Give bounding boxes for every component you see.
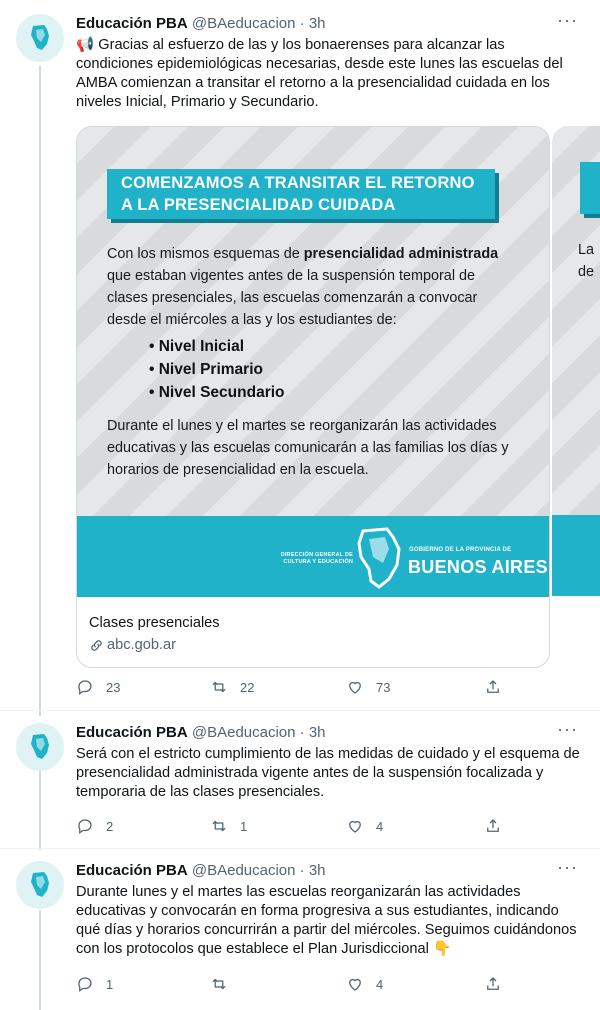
card-banner xyxy=(107,169,495,219)
link-icon xyxy=(89,638,104,653)
like-button[interactable] xyxy=(346,975,383,993)
next-card-peek[interactable] xyxy=(552,126,600,596)
banner-line-1: COMENZAMOS A TRANSITAR EL RETORNO xyxy=(121,174,475,192)
province-map-icon xyxy=(16,861,64,909)
reply-icon xyxy=(76,678,94,696)
heart-icon xyxy=(346,678,364,696)
like-count: 4 xyxy=(376,818,384,834)
next-card-band xyxy=(552,515,600,596)
card-title[interactable]: Clases presenciales xyxy=(89,615,220,631)
share-button[interactable] xyxy=(484,975,514,993)
heart-icon xyxy=(346,817,364,835)
retweet-count: 1 xyxy=(240,818,248,834)
logo-left-line-2: CULTURA Y EDUCACIÓN xyxy=(283,559,353,565)
tweet-header xyxy=(76,861,560,881)
tweet[interactable] xyxy=(0,10,600,714)
tweet-text xyxy=(76,883,584,959)
reply-count: 2 xyxy=(106,818,114,834)
next-card-line-2: de xyxy=(578,264,595,280)
timestamp[interactable]: 3h xyxy=(308,862,326,879)
reply-icon xyxy=(76,817,94,835)
banner-line-2: A LA PRESENCIALIDAD CUIDADA xyxy=(121,196,396,214)
gobierno-logo-caption: GOBIERNO DE LA PROVINCIA DE xyxy=(409,547,512,553)
logo-left-line-1: DIRECCIÓN GENERAL DE xyxy=(280,552,353,558)
tweet[interactable] xyxy=(0,857,600,1001)
timestamp[interactable]: 3h xyxy=(308,724,326,741)
para1-text-b: que estaban vigentes antes de la suspensión temporal de clases presenciales, las escuelas comenzarán a convocar desde el miércoles a las y los estudiantes de: xyxy=(107,268,478,328)
tweet[interactable] xyxy=(0,719,600,843)
next-card-text xyxy=(578,239,594,283)
next-card-line-1: La xyxy=(578,242,595,258)
reply-count: 23 xyxy=(106,679,121,695)
author-handle[interactable]: @BAeducacion xyxy=(191,15,296,32)
separator-dot: · xyxy=(299,862,305,879)
buenos-aires-logo-text: BUENOS AIRES xyxy=(408,557,548,577)
card-url-text: abc.gob.ar xyxy=(107,637,176,653)
heart-icon xyxy=(346,975,364,993)
retweet-icon xyxy=(210,678,228,696)
more-options-icon[interactable]: ··· xyxy=(557,719,578,739)
share-icon xyxy=(484,678,502,696)
reply-count: 1 xyxy=(106,976,114,992)
megaphone-emoji: 📢 xyxy=(76,37,95,53)
card-image xyxy=(77,127,549,597)
card-paragraph-2: Durante el lunes y el martes se reorganizarán las actividades educativas y las escuelas comunicarán a las familias los días y horarios de presencialidad en la escuela. xyxy=(107,418,509,478)
tweet-text xyxy=(76,36,584,112)
separator-dot: · xyxy=(299,724,305,741)
retweet-icon xyxy=(210,817,228,835)
share-icon xyxy=(484,975,502,993)
retweet-icon xyxy=(210,975,228,993)
list-item: • Nivel Primario xyxy=(149,358,285,381)
author-name[interactable]: Educación PBA xyxy=(76,15,188,32)
tweet-header xyxy=(76,14,560,34)
list-item: • Nivel Secundario xyxy=(149,381,285,404)
tweet-text: Será con el estricto cumplimiento de las medidas de cuidado y el esquema de presencialidad administrada vigente antes de la suspensión focalizada y temporaria de las clases presenciales. xyxy=(76,746,580,800)
link-card[interactable] xyxy=(76,126,550,668)
tweet-body: Durante lunes y el martes las escuelas reorganizarán las actividades educativas y convocarán en forma progresiva a sus estudiantes, indicando qué días y horarios concurrirán a partir del miércoles. Seguimos cuidándonos con los protocolos que establece el Plan Jurisdiccional xyxy=(76,884,577,957)
retweet-button[interactable] xyxy=(210,817,247,835)
next-card-image xyxy=(552,126,600,596)
tweet-actions xyxy=(76,678,506,698)
retweet-button[interactable] xyxy=(210,678,254,696)
tweet-actions xyxy=(76,975,506,995)
level-list xyxy=(149,335,285,404)
tweet-header xyxy=(76,723,560,743)
card-paragraph-1 xyxy=(107,243,517,331)
more-options-icon[interactable]: ··· xyxy=(557,857,578,877)
like-count: 73 xyxy=(376,679,391,695)
reply-icon xyxy=(76,975,94,993)
author-handle[interactable]: @BAeducacion xyxy=(191,862,296,879)
like-button[interactable] xyxy=(346,678,390,696)
pointing-down-emoji: 👇 xyxy=(432,941,452,957)
like-button[interactable] xyxy=(346,817,383,835)
reply-button[interactable] xyxy=(76,817,113,835)
province-map-icon xyxy=(357,527,403,589)
card-url[interactable] xyxy=(89,637,176,653)
share-icon xyxy=(484,817,502,835)
para1-text-a: Con los mismos esquemas de xyxy=(107,246,304,262)
avatar[interactable] xyxy=(16,861,64,909)
divider xyxy=(0,710,600,711)
retweet-count: 22 xyxy=(240,679,255,695)
retweet-button[interactable] xyxy=(210,975,240,993)
province-map-icon xyxy=(16,723,64,771)
divider xyxy=(0,848,600,849)
next-card-banner xyxy=(580,162,600,214)
list-item: • Nivel Inicial xyxy=(149,335,285,358)
timestamp[interactable]: 3h xyxy=(308,15,326,32)
separator-dot: · xyxy=(299,15,305,32)
avatar[interactable] xyxy=(16,14,64,62)
avatar[interactable] xyxy=(16,723,64,771)
author-handle[interactable]: @BAeducacion xyxy=(191,724,296,741)
tweet-body: Gracias al esfuerzo de las y los bonaerenses para alcanzar las condiciones epidemiológicas necesarias, desde este lunes las escuelas del AMBA comienzan a transitar el retorno a la presencialidad cuidada en los niveles Inicial, Primario y Secundario. xyxy=(76,37,563,110)
reply-button[interactable] xyxy=(76,975,113,993)
author-name[interactable]: Educación PBA xyxy=(76,724,188,741)
more-options-icon[interactable]: ··· xyxy=(557,10,578,30)
dgcye-logo-text xyxy=(269,552,353,566)
reply-button[interactable] xyxy=(76,678,120,696)
like-count: 4 xyxy=(376,976,384,992)
author-name[interactable]: Educación PBA xyxy=(76,862,188,879)
share-button[interactable] xyxy=(484,678,514,696)
tweet-actions xyxy=(76,817,506,837)
share-button[interactable] xyxy=(484,817,514,835)
para1-bold: presencialidad administrada xyxy=(303,246,499,262)
province-map-icon xyxy=(16,14,64,62)
